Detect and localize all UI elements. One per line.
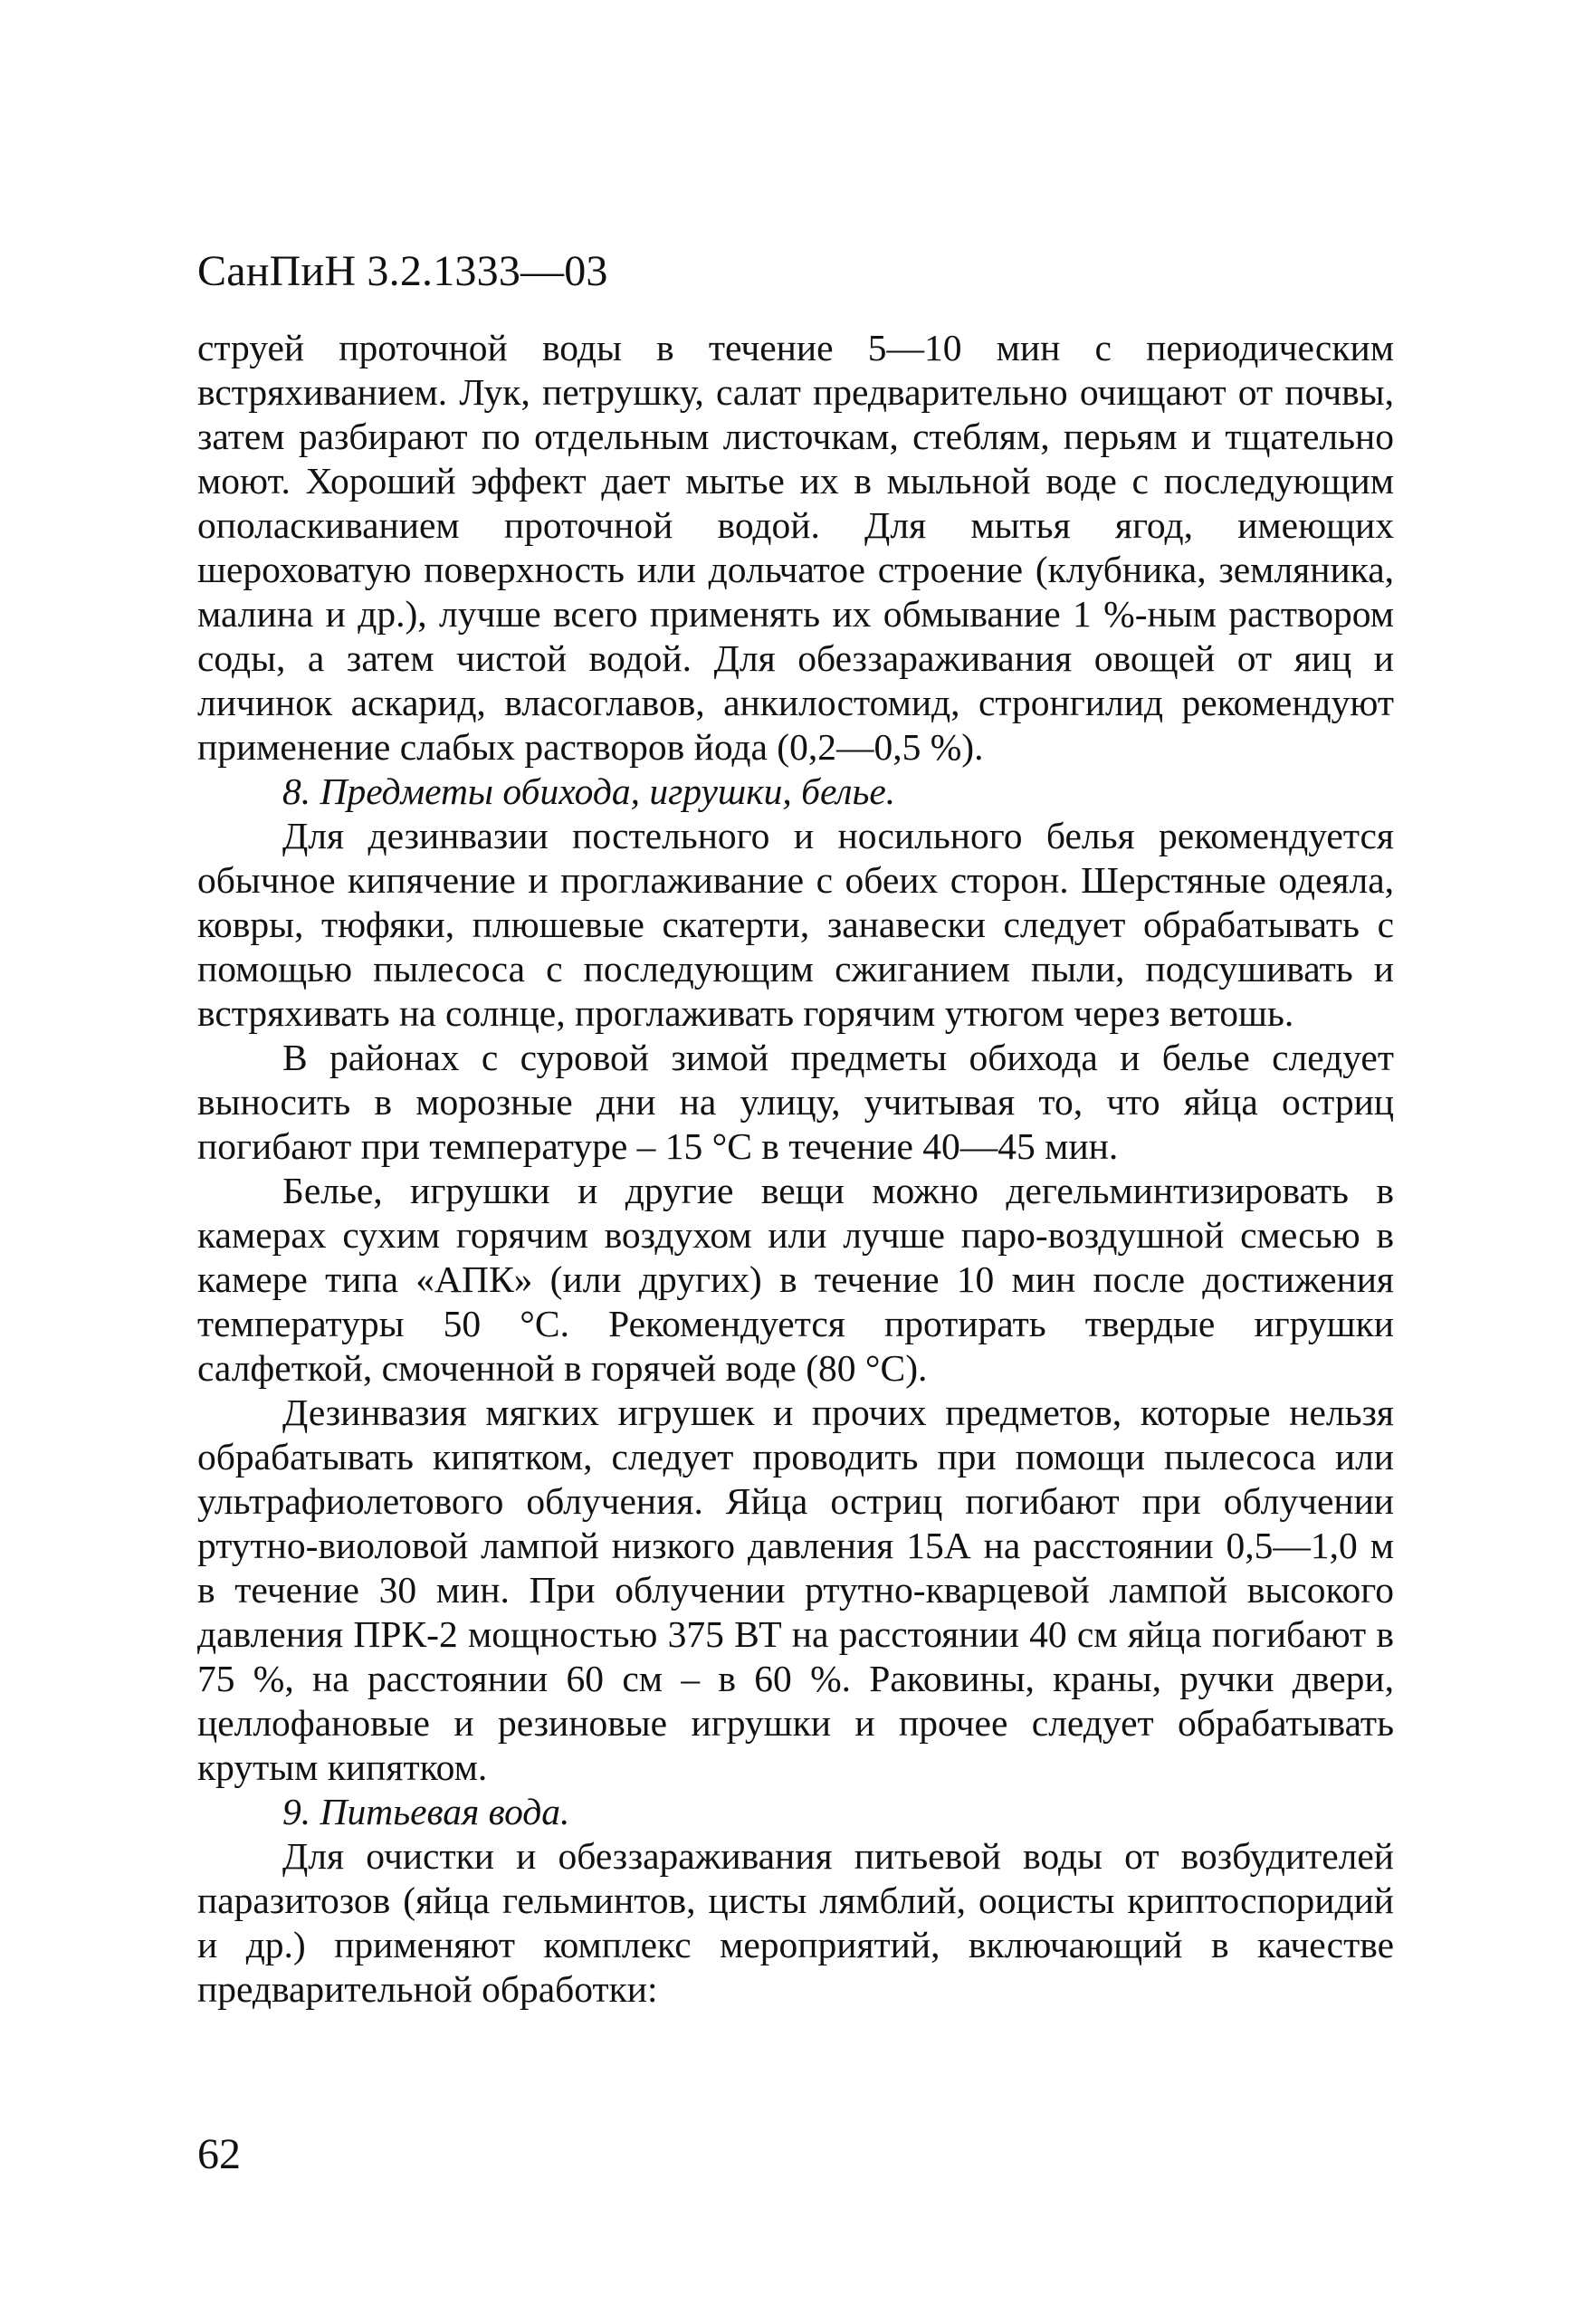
paragraph-chamber-treatment: Белье, игрушки и другие вещи можно дегельминтизировать в камерах сухим горячим воздухом или лучше паро-воздушной смесью в камере типа «АПК» (или других) в течение 10 мин после достижения температуры 50 °С. Рекомендуется протирать твердые игрушки салфеткой, смоченной в горячей воде (80 °С).: [197, 1170, 1394, 1389]
section-heading-household-items: 8. Предметы обихода, игрушки, белье.: [282, 770, 896, 812]
page-number: 62: [197, 2130, 241, 2178]
paragraph-frost-treatment: В районах с суровой зимой предметы обихода и белье следует выносить в морозные дни на улицу, учитывая то, что яйца остриц погибают при температуре – 15 °С в течение 40—45 мин.: [197, 1037, 1394, 1167]
paragraph-washing-produce: струей проточной воды в течение 5—10 мин с периодическим встряхиванием. Лук, петрушку, салат предварительно очищают от почвы, затем разбирают по отдельным листочкам, стеблям, перьям и тщательно моют. Хороший эффект дает мытье их в мыльной воде с последующим ополаскиванием проточной водой. Для мытья ягод, имеющих шероховатую поверхность или дольчатое строение (клубника, земляника, малина и др.), лучше всего применять их обмывание 1 %-ным раствором соды, а затем чистой водой. Для обеззараживания овощей от яиц и личинок аскарид, власоглавов, анкилостомид, стронгилид рекомендуют применение слабых растворов йода (0,2—0,5 %).: [197, 327, 1394, 768]
page-body: [197, 326, 1394, 2012]
paragraph-water-treatment: Для очистки и обеззараживания питьевой воды от возбудителей паразитозов (яйца гельминтов, цисты лямблий, ооцисты криптоспоридий и др.) применяют комплекс мероприятий, включающий в качестве предварительной обработки:: [197, 1835, 1394, 2010]
section-heading-drinking-water: 9. Питьевая вода.: [282, 1791, 570, 1832]
running-header: СанПиН 3.2.1333—03: [197, 247, 608, 295]
paragraph-linen-disinvasion: Для дезинвазии постельного и носильного белья рекомендуется обычное кипячение и проглаживание с обеих сторон. Шерстяные одеяла, ковры, тюфяки, плюшевые скатерти, занавески следует обрабатывать с помощью пылесоса с последующим сжиганием пыли, подсушивать и встряхивать на солнце, проглаживать горячим утюгом через ветошь.: [197, 815, 1394, 1034]
paragraph-soft-toys: Дезинвазия мягких игрушек и прочих предметов, которые нельзя обрабатывать кипятком, следует проводить при помощи пылесоса или ультрафиолетового облучения. Яйца остриц погибают при облучении ртутно-виоловой лампой низкого давления 15А на расстоянии 0,5—1,0 м в течение 30 мин. При облучении ртутно-кварцевой лампой высокого давления ПРК-2 мощностью 375 ВТ на расстоянии 40 см яйца погибают в 75 %, на расстоянии 60 см – в 60 %. Раковины, краны, ручки двери, целлофановые и резиновые игрушки и прочее следует обрабатывать крутым кипятком.: [197, 1392, 1394, 1788]
